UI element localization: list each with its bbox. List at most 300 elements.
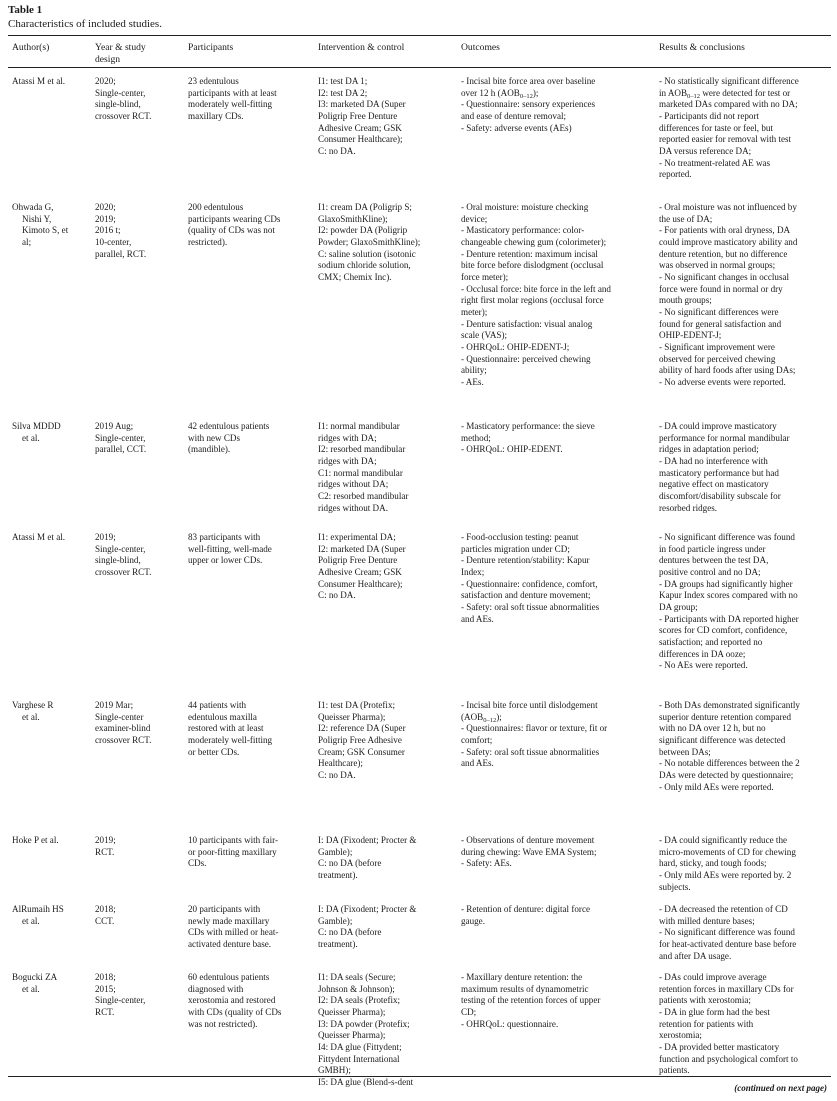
cell-line: - No adverse events were reported. (659, 376, 786, 387)
cell-line: - For patients with oral dryness, DA (659, 225, 791, 236)
cell-line: I4: DA glue (Fittydent; (318, 1041, 402, 1052)
cell-year (95, 972, 145, 1019)
cell-line: DAs were detected by questionnaire; (659, 769, 794, 780)
cell-line: - Safety: AEs. (461, 858, 512, 869)
cell-line: 10-center, (95, 236, 132, 247)
cell-line: I1: test DA (Protefix; (318, 700, 396, 710)
cell-line: Index; (461, 566, 485, 577)
cell-year (95, 421, 146, 456)
cell-line: subjects. (659, 881, 691, 892)
cell-line: activated denture base. (188, 938, 272, 949)
cell-line: - DA had no interference with (659, 455, 768, 466)
cell-line: - No AEs were reported. (659, 660, 748, 671)
cell-line: Single-center, (95, 995, 146, 1006)
cell-participants (188, 532, 272, 567)
cell-line: - Only mild AEs were reported by. 2 (659, 869, 792, 880)
header-intervention: Intervention & control (318, 42, 405, 53)
cell-line: - Safety: adverse events (AEs) (461, 122, 572, 133)
cell-intervention (318, 972, 413, 1089)
cell-line: satisfaction; and reported no (659, 636, 763, 647)
cell-line: - DA could improve masticatory (659, 421, 777, 431)
cell-line: Queisser Pharma); (318, 711, 386, 722)
cell-line: Single-center, (95, 87, 146, 98)
cell-line: CMX; Chemix Inc). (318, 271, 392, 282)
cell-line: function and psychological comfort to (659, 1053, 798, 1064)
cell-line: AlRumaih HS (12, 904, 64, 914)
cell-line: 2018; (95, 904, 116, 914)
cell-line: retention for patients with (659, 1018, 754, 1029)
cell-line: I1: cream DA (Poligrip S; (318, 202, 412, 212)
cell-line: I2: powder DA (Poligrip (318, 225, 408, 236)
cell-line: ability of hard foods after using DAs; (659, 365, 796, 376)
cell-results (659, 972, 798, 1077)
cell-author (12, 972, 57, 995)
cell-line: satisfaction and denture movement; (461, 590, 591, 601)
cell-line: significant difference was detected (659, 734, 786, 745)
cell-line: CDs. (188, 858, 207, 869)
cell-participants (188, 202, 280, 249)
cell-line: with no DA over 12 h, but no (659, 723, 766, 734)
table-top-rule (8, 35, 831, 36)
cell-line: Johnson & Johnson); (318, 983, 395, 994)
cell-intervention (318, 76, 406, 158)
cell-line: was not restricted). (188, 1018, 258, 1029)
cell-year (95, 532, 151, 579)
cell-line: - Observations of denture movement (461, 835, 595, 845)
cell-line: - Oral moisture was not influenced by (659, 202, 797, 212)
cell-line: could improve masticatory ability and (659, 236, 798, 247)
cell-line: - Denture retention: maximum incisal (461, 248, 598, 259)
cell-intervention (318, 421, 408, 514)
cell-line: xerostomia; (659, 1030, 702, 1041)
cell-line: - Maxillary denture retention: the (461, 972, 583, 982)
cell-line: I3: marketed DA (Super (318, 99, 406, 110)
cell-outcomes (461, 700, 607, 770)
cell-line: ridges without DA. (318, 502, 388, 513)
cell-line: - DAs could improve average (659, 972, 767, 982)
cell-line: found for general satisfaction and (659, 318, 782, 329)
cell-line: - No significant difference was found (659, 532, 795, 542)
cell-line: single-blind, (95, 99, 141, 110)
cell-line: 200 edentulous (188, 202, 244, 212)
cell-line: RCT. (95, 846, 115, 857)
cell-line: 2020; (95, 202, 116, 212)
cell-line: gauge. (461, 915, 485, 926)
cell-line: - Questionnaires: flavor or texture, fit or (461, 723, 608, 734)
cell-line: changeable chewing gum (colorimeter); (461, 236, 607, 247)
cell-participants (188, 835, 278, 870)
cell-author (12, 700, 54, 723)
cell-line: 2016 t; (95, 225, 121, 236)
cell-line: I1: experimental DA; (318, 532, 396, 542)
cell-line: maximum results of dynamometric (461, 983, 589, 994)
cell-outcomes (461, 835, 597, 870)
cell-line: ridges with DA; (318, 455, 377, 466)
cell-line: crossover RCT. (95, 566, 152, 577)
cell-results (659, 421, 790, 514)
cell-line: - DA decreased the retention of CD (659, 904, 788, 914)
cell-line: I1: normal mandibular (318, 421, 400, 431)
cell-line: dentures between the test DA, (659, 555, 769, 566)
cell-line: positive control and no DA; (659, 566, 761, 577)
cell-line: and AEs. (461, 758, 494, 769)
cell-line: - No statistically significant difference (659, 76, 799, 86)
cell-line: C: no DA. (318, 769, 356, 780)
cell-line: comfort; (461, 734, 493, 745)
cell-intervention (318, 700, 406, 782)
cell-line: - Questionnaire: sensory experiences (461, 99, 596, 110)
cell-line: diagnosed with (188, 983, 244, 994)
cell-line: with milled denture bases; (659, 915, 755, 926)
cell-line: crossover RCT. (95, 734, 152, 745)
cell-line: Healthcare); (318, 758, 363, 769)
cell-line: C: no DA. (318, 145, 356, 156)
header-year-text: Year & study design (95, 42, 146, 65)
cell-line: I2: marketed DA (Super (318, 543, 406, 554)
cell-year (95, 202, 146, 260)
cell-line: I1: test DA 1; (318, 76, 368, 86)
cell-participants (188, 904, 278, 951)
cell-author (12, 904, 64, 927)
cell-line: differences in DA ooze; (659, 648, 746, 659)
cell-line: et al. (22, 432, 40, 443)
cell-line: - Questionnaire: confidence, comfort, (461, 578, 598, 589)
cell-line: C: saline solution (isotonic (318, 248, 416, 259)
cell-line: - No significant changes in occlusal (659, 271, 790, 282)
cell-line: Atassi M et al. (12, 76, 66, 86)
cell-line: - Masticatory performance: color- (461, 225, 585, 236)
cell-line: OHIP-EDENT-J; (659, 330, 722, 341)
cell-line: hard, sticky, and tough foods; (659, 858, 767, 869)
cell-outcomes (461, 421, 595, 456)
cell-line: or better CDs. (188, 746, 240, 757)
cell-year (95, 835, 116, 858)
cell-line: or poor-fitting maxillary (188, 846, 277, 857)
header-results: Results & conclusions (659, 42, 745, 53)
cell-line: in $AOB_{0-12}$ were detected for test or (659, 87, 791, 100)
cell-line: masticatory performance but had (659, 467, 779, 478)
cell-line: reported. (659, 169, 692, 180)
cell-author (12, 421, 61, 444)
cell-results (659, 904, 796, 962)
cell-line: particles migration under CD; (461, 543, 570, 554)
cell-line: with new CDs (188, 432, 241, 443)
cell-line: Single-center (95, 711, 144, 722)
cell-line: - No notable differences between the 2 (659, 758, 800, 769)
cell-line: Atassi M et al. (12, 532, 66, 542)
cell-line: participants wearing CDs (188, 213, 281, 224)
cell-line: for heat-activated denture base before (659, 938, 797, 949)
cell-results (659, 532, 799, 672)
cell-line: 2020; (95, 76, 116, 86)
cell-line: method; (461, 432, 491, 443)
cell-results (659, 76, 799, 181)
cell-author (12, 202, 68, 249)
cell-line: parallel, RCT. (95, 248, 147, 259)
cell-year (95, 904, 116, 927)
cell-line: Ohwada G, (12, 202, 54, 212)
cell-line: Fittydent International (318, 1053, 400, 1064)
cell-line: - No treatment-related AE was (659, 157, 771, 168)
cell-line: - AEs. (461, 376, 484, 387)
cell-line: Poligrip Free Denture (318, 110, 398, 121)
cell-line: I1: DA seals (Secure; (318, 972, 396, 982)
cell-line: I2: test DA 2; (318, 87, 368, 98)
cell-line: micro-movements of CD for chewing (659, 846, 796, 857)
cell-line: negative effect on masticatory (659, 479, 769, 490)
cell-line: - DA in glue form had the best (659, 1006, 770, 1017)
cell-line: scores for CD comfort, confidence, (659, 625, 788, 636)
cell-line: - Denture retention/stability: Kapur (461, 555, 590, 566)
cell-line: superior denture retention compared (659, 711, 792, 722)
cell-line: 2019 Mar; (95, 700, 134, 710)
cell-outcomes (461, 76, 595, 134)
cell-line: I3: DA powder (Protefix; (318, 1018, 410, 1029)
cell-line: upper or lower CDs. (188, 555, 263, 566)
cell-line: - OHRQoL: OHIP-EDENT-J; (461, 341, 570, 352)
cell-line: moderately well-fitting (188, 99, 273, 110)
cell-participants (188, 76, 277, 123)
header-outcomes: Outcomes (461, 42, 500, 53)
cell-line: Hoke P et al. (12, 835, 59, 845)
cell-line: - Food-occlusion testing: peanut (461, 532, 579, 542)
cell-line: parallel, CCT. (95, 444, 147, 455)
cell-line: - DA could significantly reduce the (659, 835, 788, 845)
cell-line: ridges with DA; (318, 432, 377, 443)
cell-line: - Both DAs demonstrated significantly (659, 700, 800, 710)
cell-line: - OHRQoL: questionnaire. (461, 1018, 559, 1029)
cell-line: - Safety: oral soft tissue abnormalities (461, 746, 600, 757)
cell-line: with CDs (quality of CDs (188, 1006, 282, 1017)
cell-results (659, 202, 797, 389)
cell-line: device; (461, 213, 488, 224)
cell-line: during chewing: Wave EMA System; (461, 846, 597, 857)
cell-line: restricted). (188, 236, 228, 247)
cell-line: 2019; (95, 532, 116, 542)
cell-line: restored with at least (188, 723, 264, 734)
cell-year (95, 76, 151, 123)
cell-line: CD; (461, 1006, 477, 1017)
cell-line: discomfort/disability subscale for (659, 490, 781, 501)
cell-line: 60 edentulous patients (188, 972, 270, 982)
cell-author (12, 532, 65, 544)
cell-line: C1: normal mandibular (318, 467, 403, 478)
cell-line: ability; (461, 365, 487, 376)
cell-line: - Only mild AEs were reported. (659, 781, 774, 792)
cell-line: ridges in adaptation period; (659, 444, 759, 455)
cell-line: Varghese R (12, 700, 54, 710)
table-title: Characteristics of included studies. (8, 18, 162, 30)
cell-line: DA group; (659, 601, 698, 612)
cell-line: and ease of denture removal; (461, 110, 567, 121)
cell-participants (188, 700, 272, 758)
cell-line: 83 participants with (188, 532, 261, 542)
cell-line: - Participants with DA reported higher (659, 613, 799, 624)
cell-line: performance for normal mandibular (659, 432, 790, 443)
cell-line: in food particle ingress under (659, 543, 766, 554)
cell-line: - Occlusal force: bite force in the left and (461, 283, 611, 294)
cell-line: participants with at least (188, 87, 277, 98)
cell-line: - Participants did not report (659, 110, 760, 121)
cell-line: 20 participants with (188, 904, 261, 914)
cell-line: - Significant improvement were (659, 341, 775, 352)
cell-line: - OHRQoL: OHIP-EDENT. (461, 444, 563, 455)
cell-line: Bogucki ZA (12, 972, 58, 982)
cell-line: - DA provided better masticatory (659, 1041, 780, 1052)
cell-line: 42 edentulous patients (188, 421, 270, 431)
cell-line: - No significant difference was found (659, 927, 795, 938)
cell-line: CDs with milled or heat- (188, 927, 279, 938)
cell-line: C: no DA (before (318, 858, 382, 869)
cell-line: bite force before dislodgment (occlusal (461, 260, 604, 271)
cell-line: resorbed ridges. (659, 502, 718, 513)
cell-line: GMBH); (318, 1065, 351, 1076)
cell-line: over 12 h $(AOB_{0-12})$; (461, 87, 539, 100)
cell-line: - DA groups had significantly higher (659, 578, 793, 589)
cell-outcomes (461, 904, 590, 927)
cell-line: 44 patients with (188, 700, 247, 710)
cell-line: Queisser Pharma); (318, 1006, 386, 1017)
cell-line: et al. (22, 983, 40, 994)
cell-line: Poligrip Free Adhesive (318, 734, 402, 745)
cell-line: ridges without DA; (318, 479, 389, 490)
cell-line: 2015; (95, 983, 116, 994)
cell-line: (quality of CDs was not (188, 225, 275, 236)
cell-results (659, 835, 796, 893)
cell-line: and after DA usage. (659, 950, 732, 961)
table-label: Table 1 (8, 4, 43, 16)
cell-line: meter); (461, 306, 488, 317)
cell-line: I5: DA glue (Blend-s-dent (318, 1076, 414, 1087)
cell-line: I: DA (Fixodent; Procter & (318, 904, 417, 914)
cell-line: Gamble); (318, 846, 353, 857)
cell-line: and AEs. (461, 613, 494, 624)
cell-line: C2: resorbed mandibular (318, 490, 409, 501)
cell-intervention (318, 904, 417, 951)
cell-line: crossover RCT. (95, 110, 152, 121)
cell-line: - Denture satisfaction: visual analog (461, 318, 593, 329)
cell-line: force were found in normal or dry (659, 283, 783, 294)
cell-line: sodium chloride solution, (318, 260, 411, 271)
cell-line: 23 edentulous (188, 76, 239, 86)
cell-line: differences for taste or feel, but (659, 122, 773, 133)
cell-line: DA versus reference DA; (659, 145, 752, 156)
cell-line: newly made maxillary (188, 915, 270, 926)
continued-note: (continued on next page) (734, 1083, 827, 1093)
cell-line: Silva MDDD (12, 421, 61, 431)
cell-author (12, 835, 59, 847)
cell-line: - Incisal bite force until dislodgement (461, 700, 598, 710)
cell-line: - No significant differences were (659, 306, 779, 317)
table-caption (8, 3, 162, 31)
cell-line: treatment). (318, 938, 358, 949)
cell-line: testing of the retention forces of upper (461, 995, 601, 1006)
cell-line: (mandible). (188, 444, 231, 455)
cell-line: denture retention, but no difference (659, 248, 788, 259)
cell-line: was observed in normal groups; (659, 260, 776, 271)
cell-line: Single-center, (95, 432, 146, 443)
cell-line: GlaxoSmithKline); (318, 213, 388, 224)
cell-line: between DAs; (659, 746, 711, 757)
cell-line: maxillary CDs. (188, 110, 244, 121)
cell-line: force meter); (461, 271, 509, 282)
cell-line: patients. (659, 1065, 690, 1076)
cell-line: RCT. (95, 1006, 115, 1017)
cell-line: observed for perceived chewing (659, 353, 776, 364)
cell-line: well-fitting, well-made (188, 543, 272, 554)
cell-year (95, 700, 151, 747)
header-rule (8, 67, 831, 68)
cell-line: et al. (22, 711, 40, 722)
cell-line: I2: reference DA (Super (318, 723, 406, 734)
cell-line: single-blind, (95, 555, 141, 566)
cell-line: xerostomia and restored (188, 995, 276, 1006)
cell-line: marketed DAs compared with no DA; (659, 99, 798, 110)
cell-line: CCT. (95, 915, 115, 926)
cell-line: I: DA (Fixodent; Procter & (318, 835, 417, 845)
cell-line: Cream; GSK Consumer (318, 746, 405, 757)
cell-line: Kimoto S, et (22, 225, 69, 236)
cell-outcomes (461, 972, 600, 1030)
cell-line: 2019; (95, 835, 116, 845)
cell-line: 2018; (95, 972, 116, 982)
cell-line: Powder; GlaxoSmithKline); (318, 236, 421, 247)
cell-line: et al. (22, 915, 40, 926)
cell-results (659, 700, 800, 793)
cell-line: - Oral moisture: moisture checking (461, 202, 589, 212)
cell-line: Queisser Pharma); (318, 1030, 386, 1041)
cell-line: the use of DA; (659, 213, 713, 224)
table-bottom-rule (8, 1076, 831, 1077)
cell-line: treatment). (318, 869, 358, 880)
cell-line: mouth groups; (659, 295, 712, 306)
cell-line: I2: resorbed mandibular (318, 444, 406, 455)
header-participants: Participants (188, 42, 234, 53)
cell-intervention (318, 532, 406, 602)
cell-line: Consumer Healthcare); (318, 134, 403, 145)
header-year (95, 42, 165, 66)
cell-line: - Retention of denture: digital force (461, 904, 591, 914)
cell-line: Poligrip Free Denture (318, 555, 398, 566)
cell-line: Adhesive Cream; GSK (318, 566, 402, 577)
cell-participants (188, 421, 269, 456)
cell-line: - Safety: oral soft tissue abnormalities (461, 601, 600, 612)
cell-outcomes (461, 202, 611, 389)
cell-line: - Masticatory performance: the sieve (461, 421, 595, 431)
cell-line: 2019 Aug; (95, 421, 134, 431)
cell-line: - Questionnaire: perceived chewing (461, 353, 591, 364)
cell-line: Nishi Y, (22, 213, 52, 224)
cell-outcomes (461, 532, 599, 625)
header-author: Author(s) (12, 42, 50, 53)
cell-line: Single-center, (95, 543, 146, 554)
cell-intervention (318, 202, 420, 284)
cell-line: retention forces in maxillary CDs for (659, 983, 794, 994)
cell-line: Consumer Healthcare); (318, 578, 403, 589)
cell-participants (188, 972, 281, 1030)
cell-author (12, 76, 65, 88)
cell-line: - Incisal bite force area over baseline (461, 76, 596, 86)
cell-line: edentulous maxilla (188, 711, 257, 722)
cell-intervention (318, 835, 417, 882)
cell-line: C: no DA (before (318, 927, 382, 938)
cell-line: 10 participants with fair- (188, 835, 278, 845)
cell-line: Gamble); (318, 915, 353, 926)
cell-line: scale (VAS); (461, 330, 508, 341)
cell-line: examiner-blind (95, 723, 151, 734)
cell-line: Kapur Index scores compared with no (659, 590, 798, 601)
cell-line: Adhesive Cream; GSK (318, 122, 402, 133)
